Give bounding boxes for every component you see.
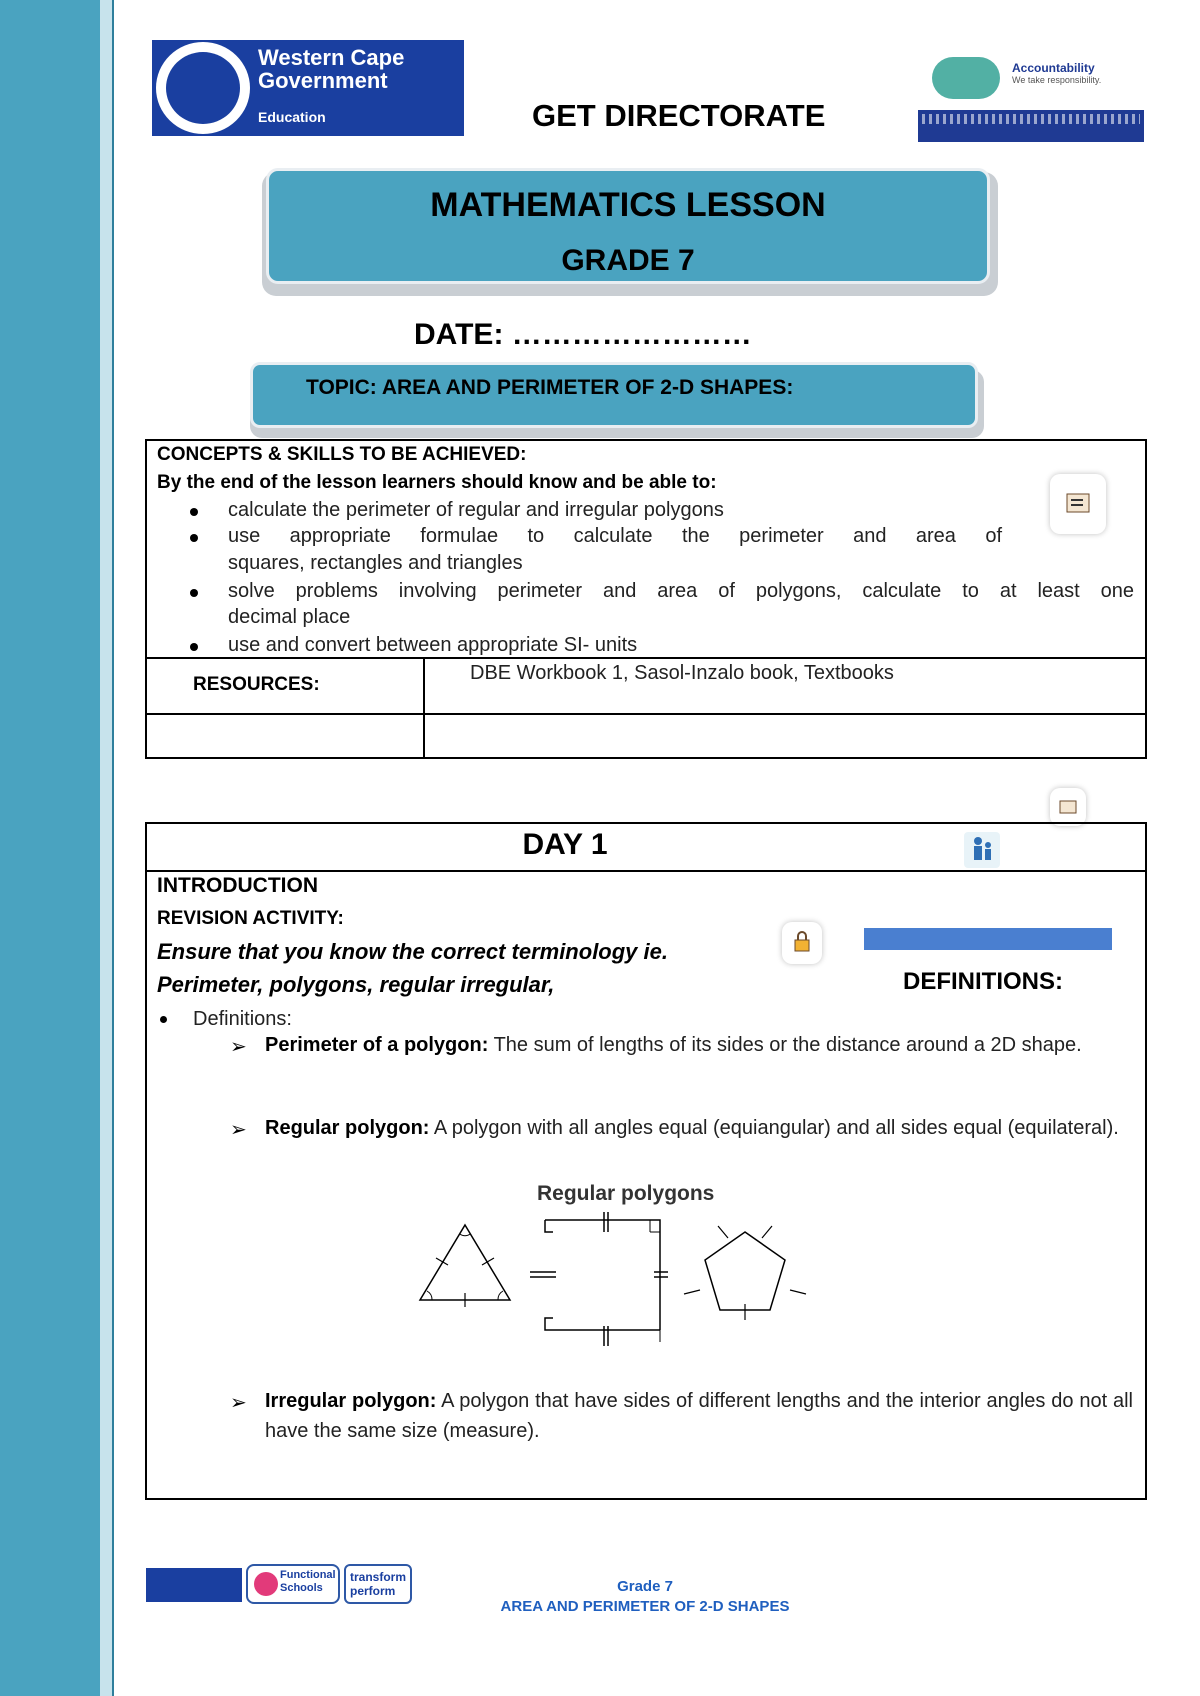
definition-text: A polygon with all angles equal (equiangular) and all sides equal (equilateral).: [429, 1117, 1119, 1139]
revision-heading: REVISION ACTIVITY:: [157, 908, 344, 929]
arrow-bullet-icon: ➢: [230, 1392, 247, 1414]
figure-title: Regular polygons: [537, 1182, 715, 1205]
lock-icon: [782, 922, 822, 964]
bullet: [190, 508, 198, 516]
logo-text: Western Cape Government: [258, 45, 405, 93]
sidebar-inner-stripe: [100, 0, 112, 1696]
definitions-heading: DEFINITIONS:: [903, 968, 1063, 995]
bullet: [190, 589, 198, 597]
lesson-title: MATHEMATICS LESSON: [430, 186, 826, 224]
teacher-icon: [1050, 474, 1106, 534]
regular-polygons-figure: [410, 1210, 830, 1360]
resources-value: DBE Workbook 1, Sasol-Inzalo book, Textbooks: [470, 662, 894, 684]
definitions-label: Definitions:: [193, 1008, 292, 1030]
banner-pattern: [922, 114, 1140, 124]
definition-regular: [265, 1113, 1133, 1143]
footer-logo-text: Functional Schools: [280, 1569, 336, 1594]
circle-icon: [254, 1572, 278, 1596]
logo-education-text: Education: [258, 109, 326, 125]
table-divider: [145, 713, 1147, 715]
grade-title: GRADE 7: [561, 244, 695, 277]
footer-topic: AREA AND PERIMETER OF 2-D SHAPES: [500, 1598, 790, 1615]
footer-logo-text: transform perform: [350, 1570, 407, 1598]
bullet: [190, 643, 198, 651]
day-title-divider: [145, 870, 1147, 872]
footer-grade: Grade 7: [617, 1578, 673, 1595]
coat-of-arms-inner: [166, 52, 240, 124]
arrow-bullet-icon: ➢: [230, 1036, 247, 1058]
term: Regular polygon:: [265, 1117, 430, 1139]
bullet: [160, 1016, 167, 1023]
sidebar-edge: [112, 0, 114, 1696]
day-title: DAY 1: [522, 828, 608, 861]
accountability-subtitle: We take responsibility.: [1012, 75, 1102, 85]
date-line: DATE: ……………………: [414, 318, 752, 351]
table-column-divider: [423, 657, 425, 759]
concept-item: use and convert between appropriate SI- units: [228, 634, 638, 656]
terminology-list: Perimeter, polygons, regular irregular,: [157, 972, 555, 997]
definition-perimeter: [265, 1030, 1133, 1060]
topic-heading: TOPIC: AREA AND PERIMETER OF 2-D SHAPES:: [306, 376, 794, 399]
footer-wcg-logo: [146, 1568, 242, 1602]
hand-icon: [932, 57, 1000, 99]
definition-irregular: [265, 1386, 1133, 1446]
concept-item: solve problems involving perimeter and area of polygons, calculate to at least one: [228, 580, 1134, 602]
introduction-heading: INTRODUCTION: [157, 874, 318, 897]
definition-text: A polygon that have sides of different lengths and the interior angles do not all have the same size (measure).: [265, 1390, 1133, 1442]
left-sidebar-band: [0, 0, 114, 1696]
directorate-heading: GET DIRECTORATE: [532, 98, 826, 133]
concept-item-cont: decimal place: [228, 606, 351, 628]
concepts-subheading: By the end of the lesson learners should know and be able to:: [157, 472, 717, 493]
footer-functional-schools-logo: [246, 1564, 340, 1604]
definition-text: The sum of lengths of its sides or the distance around a 2D shape.: [488, 1034, 1082, 1056]
concept-item: use appropriate formulae to calculate the perimeter and area of: [228, 525, 1002, 547]
arrow-bullet-icon: ➢: [230, 1119, 247, 1141]
concepts-heading: CONCEPTS & SKILLS TO BE ACHIEVED:: [157, 444, 527, 465]
terminology-instruction: Ensure that you know the correct terminology ie.: [157, 939, 668, 964]
concept-item: calculate the perimeter of regular and irregular polygons: [228, 499, 724, 521]
term: Irregular polygon:: [265, 1390, 437, 1412]
footer-transform-logo: [344, 1564, 412, 1604]
term: Perimeter of a polygon:: [265, 1034, 489, 1056]
learners-icon: [964, 832, 1000, 868]
concept-item-cont: squares, rectangles and triangles: [228, 552, 523, 574]
resources-label: RESOURCES:: [193, 674, 320, 695]
accountability-title: Accountability: [1012, 61, 1095, 75]
blue-bar: [864, 928, 1112, 950]
bullet: [190, 534, 198, 542]
teacher-small-icon: [1050, 788, 1086, 826]
